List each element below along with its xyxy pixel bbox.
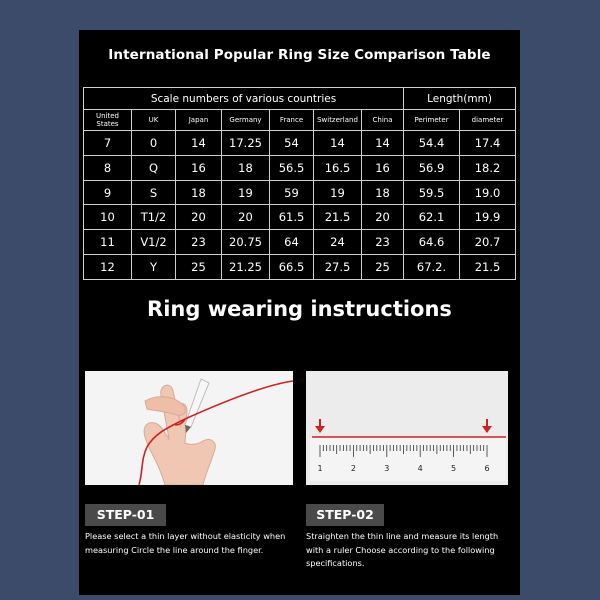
table-cell: T1/2: [132, 205, 176, 230]
table-cell: 8: [84, 155, 132, 180]
table-cell: 56.5: [270, 155, 314, 180]
hand-measuring-photo: [85, 371, 293, 485]
column-header: Switzerland: [314, 110, 362, 131]
column-header: China: [362, 110, 404, 131]
table-cell: 14: [176, 131, 222, 156]
table-cell: 0: [132, 131, 176, 156]
table-cell: 54: [270, 131, 314, 156]
ruler-number: 3: [384, 464, 390, 473]
table-cell: 19.0: [460, 180, 516, 205]
table-cell: V1/2: [132, 230, 176, 255]
table-cell: 11: [84, 230, 132, 255]
column-header: France: [270, 110, 314, 131]
table-row: [84, 155, 516, 180]
column-header: Japan: [176, 110, 222, 131]
table-cell: 21.25: [222, 255, 270, 280]
table-cell: 18.2: [460, 155, 516, 180]
table-cell: 9: [84, 180, 132, 205]
ruler-number: 6: [484, 464, 490, 473]
hand-illustration: [85, 371, 293, 485]
table-cell: 62.1: [404, 205, 460, 230]
table-cell: 59: [270, 180, 314, 205]
table-cell: 25: [362, 255, 404, 280]
table-cell: 19.9: [460, 205, 516, 230]
column-header: UK: [132, 110, 176, 131]
table-cell: 67.2.: [404, 255, 460, 280]
table-cell: 27.5: [314, 255, 362, 280]
ruler-number: 2: [350, 464, 356, 473]
table-cell: 18: [222, 155, 270, 180]
ruler-illustration: [306, 371, 508, 485]
column-header: United States: [84, 110, 132, 131]
ruler-measuring-photo: [306, 371, 508, 485]
table-cell: 16.5: [314, 155, 362, 180]
table-cell: 19: [314, 180, 362, 205]
table-cell: 20: [222, 205, 270, 230]
table-cell: 24: [314, 230, 362, 255]
instructions-title: Ring wearing instructions: [147, 297, 452, 321]
ruler-number: 4: [417, 464, 423, 473]
table-cell: 14: [362, 131, 404, 156]
scale-group-header: Scale numbers of various countries: [84, 88, 404, 110]
table-cell: 20.7: [460, 230, 516, 255]
table-cell: 16: [176, 155, 222, 180]
length-group-header: Length(mm): [404, 88, 516, 110]
table-cell: 17.25: [222, 131, 270, 156]
table-cell: 23: [176, 230, 222, 255]
table-cell: 17.4: [460, 131, 516, 156]
table-cell: 14: [314, 131, 362, 156]
step-02-label: STEP-02: [306, 504, 384, 526]
table-cell: 19: [222, 180, 270, 205]
ruler-number: 5: [451, 464, 457, 473]
table-cell: 25: [176, 255, 222, 280]
table-cell: 7: [84, 131, 132, 156]
table-cell: 56.9: [404, 155, 460, 180]
table-cell: 10: [84, 205, 132, 230]
table-cell: 59.5: [404, 180, 460, 205]
table-cell: 16: [362, 155, 404, 180]
table-cell: Q: [132, 155, 176, 180]
table-cell: 64: [270, 230, 314, 255]
column-header-row: [84, 110, 516, 131]
table-row: [84, 131, 516, 156]
table-cell: 54.4: [404, 131, 460, 156]
table-cell: 66.5: [270, 255, 314, 280]
table-cell: S: [132, 180, 176, 205]
table-cell: 20: [176, 205, 222, 230]
table-row: [84, 230, 516, 255]
step-02-description: Straighten the thin line and measure its length with a ruler Choose according to the following specifications.: [306, 531, 499, 568]
table-cell: 20: [362, 205, 404, 230]
table-body: [84, 131, 516, 280]
table-row: [84, 180, 516, 205]
table-row: [84, 255, 516, 280]
ring-size-table: [83, 87, 516, 280]
step-01-description: Please select a thin layer without elasticity when measuring Circle the line around the finger.: [85, 531, 286, 555]
ring-size-panel: [79, 30, 520, 595]
table-cell: 61.5: [270, 205, 314, 230]
table-cell: 23: [362, 230, 404, 255]
table-cell: 21.5: [314, 205, 362, 230]
table-row: [84, 205, 516, 230]
table-cell: 64.6: [404, 230, 460, 255]
table-cell: 18: [176, 180, 222, 205]
table-title: International Popular Ring Size Comparison Table: [108, 47, 491, 63]
table-cell: 20.75: [222, 230, 270, 255]
table-cell: 21.5: [460, 255, 516, 280]
column-header: diameter: [460, 110, 516, 131]
step-01-label: STEP-01: [85, 504, 166, 526]
table-cell: 12: [84, 255, 132, 280]
column-header: Perimeter: [404, 110, 460, 131]
table-cell: Y: [132, 255, 176, 280]
ruler-number: 1: [317, 464, 323, 473]
column-header: Germany: [222, 110, 270, 131]
table-cell: 18: [362, 180, 404, 205]
